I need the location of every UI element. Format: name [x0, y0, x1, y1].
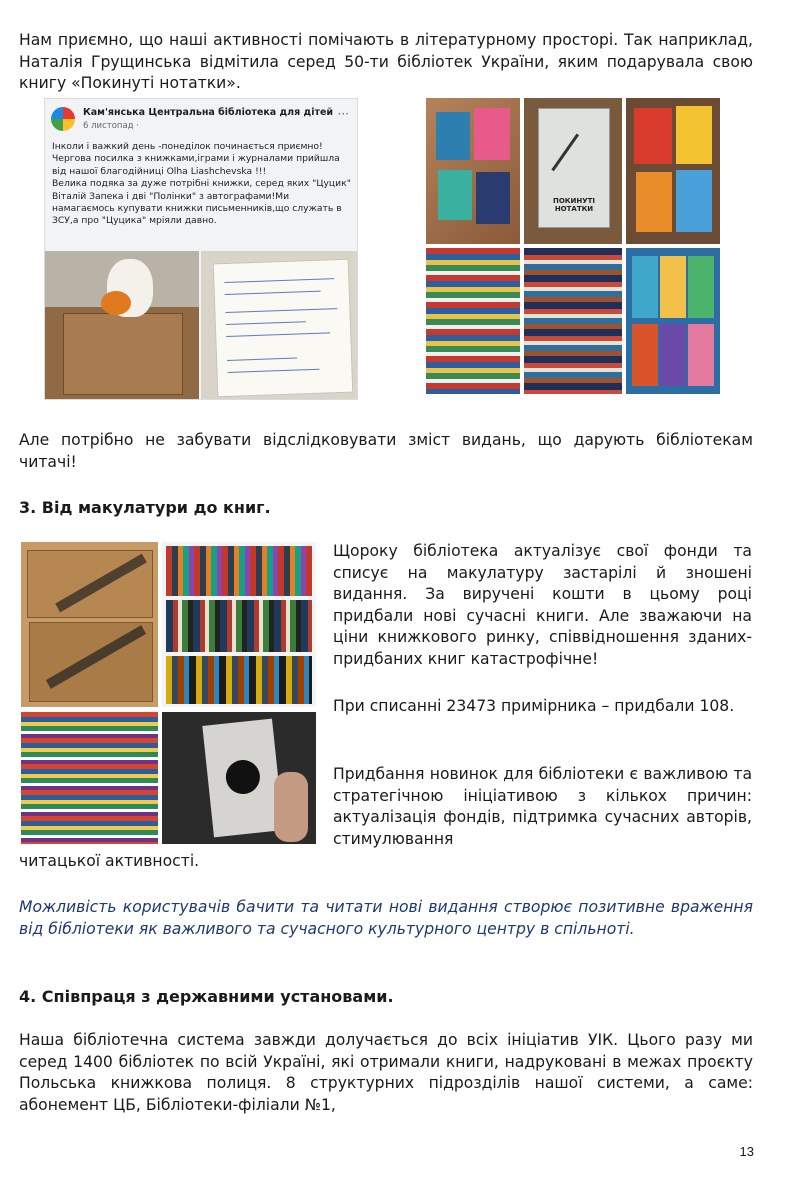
- autograph-card-photo: [201, 251, 357, 399]
- fb-post-date: 6 листопад ·: [83, 121, 139, 131]
- fb-post-text: Інколи і важкий день -понеділок починається приємно!Чергова посилка з книжками,іграми і журналами прийшла від нашої благодійниці Olha Liashchevska !!! Велика подяка за дуже потрібні книжки, серед яких "Цуцик" Віталій Запека і дві "Полінки" з автографами!Ми намагаємось купувати книжки письменників,що служать в ЗСУ,а про "Цуцика" мріяли давно.: [52, 141, 351, 227]
- section-4-paragraph: Наша бібліотечна система завжди долучається до всіх ініціатив УІК. Цього разу ми серед 1400 бібліотек по всій Україні, які отримали книги, надруковані в межах проєкту Польська книжкова полиця. 8 структурних підрозділів нашої системи, а саме: абонемент ЦБ, Бібліотеки-філіали №1,: [19, 1031, 753, 1114]
- section-3-paragraph-3-end: читацької активності.: [19, 852, 200, 870]
- more-options-icon: ···: [337, 107, 349, 121]
- section-4-heading: 4. Співпраця з державними установами.: [19, 987, 394, 1006]
- handwritten-card: [213, 259, 354, 398]
- facebook-post-screenshot: [44, 98, 358, 400]
- section-3-heading: 3. Від макулатури до книг.: [19, 498, 271, 517]
- books-photo-grid: [21, 542, 316, 844]
- book-in-hand-photo: [162, 712, 316, 844]
- library-logo-icon: [51, 107, 75, 131]
- page-number: 13: [739, 1144, 754, 1159]
- collage-book-title: ПОКИНУТІ НОТАТКИ: [552, 197, 596, 213]
- fb-page-name: Кам'янська Центральна бібліотека для дітей: [83, 107, 334, 118]
- collage-cell: [524, 248, 622, 394]
- boxes-photo: [21, 542, 158, 707]
- collage-cell: [426, 248, 520, 394]
- warning-paragraph: Але потрібно не забувати відслідковувати зміст видань, що дарують бібліотекам читачі!: [19, 431, 753, 471]
- highlight-paragraph: Можливість користувачів бачити та читати нові видання створює позитивне враження від бібліотеки як важливого та сучасного культурного центру в спільноті.: [19, 898, 753, 938]
- collage-cell: [426, 98, 520, 244]
- collage-cell: [626, 248, 720, 394]
- collage-cell: [626, 98, 720, 244]
- pumpkin: [101, 291, 131, 315]
- fb-post-header: [51, 105, 351, 135]
- bookshelf-photo: [162, 542, 316, 707]
- section-3-paragraph-1: Щороку бібліотека актуалізує свої фонди та списує на макулатуру застарілі й зношені видання. За виручені кошти в цьому році придбали нові сучасні книги. Але зважаючи на ціни книжкового ринку, співвідношення зданих-придбаних книг катастрофічне!: [333, 542, 752, 668]
- parcel-box: [63, 313, 183, 395]
- book-stacks-photo: [21, 712, 158, 844]
- collage-cell: [524, 98, 622, 244]
- book-collage: [426, 98, 720, 394]
- parcel-photo: [45, 251, 199, 399]
- section-3-paragraph-3: Придбання новинок для бібліотеки є важливою та стратегічною ініціативою з кількох причин: актуалізація фондів, підтримка сучасних авторів, стимулювання: [333, 765, 752, 848]
- book-cover: [538, 108, 610, 228]
- section-3-paragraph-2: При списанні 23473 примірника – придбали 108.: [333, 697, 735, 715]
- intro-paragraph: Нам приємно, що наші активності помічають в літературному просторі. Так наприклад, Наталія Грущинська відмітила серед 50-ти бібліотек України, яким подарувала свою книгу «Покинуті нотатки».: [19, 31, 753, 92]
